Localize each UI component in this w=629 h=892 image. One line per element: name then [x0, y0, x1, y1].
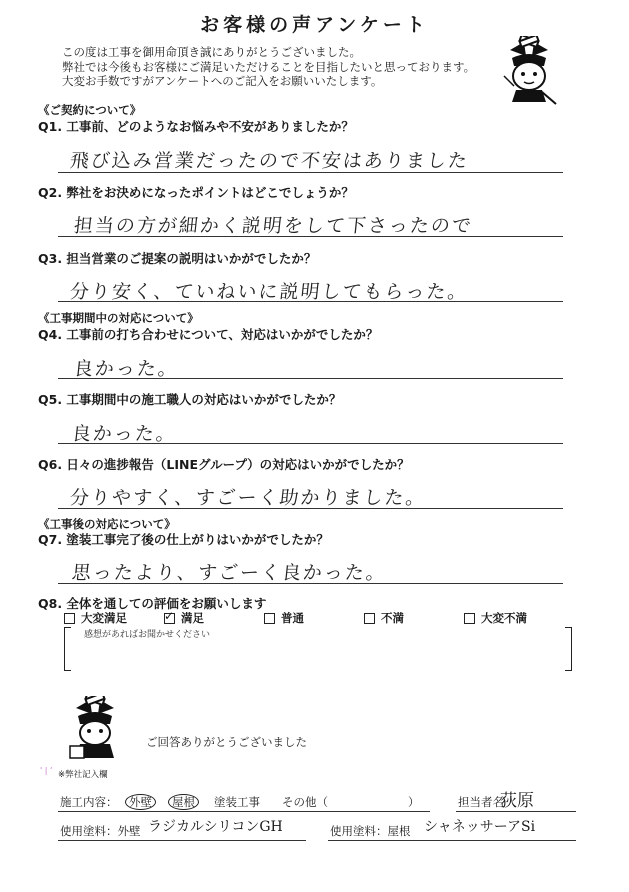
answer-line — [58, 583, 563, 584]
samurai-mascot-icon — [62, 696, 128, 760]
work-content-label: 施工内容： — [60, 795, 118, 809]
paint-wall-label: 使用塗料：外壁 — [60, 824, 141, 838]
question-8: Q8. 全体を通しての評価をお願いします — [38, 596, 267, 611]
option-label: 普通 — [281, 611, 304, 625]
work-paint: 塗装工事 — [214, 795, 260, 809]
paint-roof-value: シャネッサーアSi — [424, 819, 536, 835]
answer-line — [58, 172, 563, 173]
answer-6: 分りやすく、すごーく助かりました。 — [68, 487, 428, 509]
answer-line — [58, 508, 563, 509]
bracket-left — [64, 627, 71, 671]
option-label: 大変満足 — [81, 611, 127, 625]
underline — [58, 811, 430, 812]
work-other-close: ） — [408, 795, 420, 809]
intro-line: 弊社では今後もお客様にご満足いただけることを目指したいと思っております。 — [62, 59, 476, 74]
answer-3: 分り安く、ていねいに説明してもらった。 — [68, 281, 470, 303]
underline — [456, 811, 576, 812]
page-title: お客様の声アンケート — [200, 14, 429, 36]
rating-option-satisfied[interactable] — [164, 610, 204, 626]
work-other: その他（ — [282, 795, 328, 809]
section-period: 《工事期間中の対応について》 — [38, 311, 199, 325]
answer-line — [58, 378, 563, 379]
office-use-label: ※弊社記入欄 — [58, 770, 108, 780]
intro-text — [62, 45, 475, 89]
question-1: Q1. 工事前、どのようなお悩みや不安がありましたか？ — [38, 119, 354, 134]
answer-4: 良かった。 — [72, 358, 181, 380]
work-exterior: 外壁 — [125, 794, 156, 810]
question-5: Q5. 工事期間中の施工職人の対応はいかがでしたか？ — [38, 392, 342, 407]
answer-line — [58, 301, 563, 302]
question-3: Q3. 担当営業のご提案の説明はいかがでしたか？ — [38, 251, 317, 266]
answer-line — [58, 236, 563, 237]
checkbox[interactable] — [264, 613, 275, 624]
rating-option-very-satisfied[interactable] — [64, 610, 127, 626]
intro-line: この度は工事を御用命頂き誠にありがとうございました。 — [62, 45, 361, 59]
comment-field[interactable] — [64, 627, 572, 669]
answer-1: 飛び込み営業だったので不安はありました — [68, 150, 471, 172]
checkbox[interactable] — [64, 613, 75, 624]
checkbox-checked[interactable] — [164, 613, 175, 624]
question-6: Q6. 日々の進捗報告（LINEグループ）の対応はいかがでしたか？ — [38, 457, 410, 472]
comment-hint: 感想があればお聞かせください — [84, 630, 211, 640]
work-roof: 屋根 — [168, 794, 199, 810]
rating-option-normal[interactable] — [264, 610, 304, 626]
section-after: 《工事後の対応について》 — [38, 517, 176, 531]
rating-option-dissatisfied[interactable] — [364, 610, 404, 626]
bracket-right — [565, 627, 572, 671]
samurai-mascot-icon — [500, 36, 558, 106]
work-exterior-circled — [125, 794, 156, 810]
section-contract: 《ご契約について》 — [38, 103, 142, 117]
checkbox[interactable] — [464, 613, 475, 624]
option-label: 不満 — [381, 611, 404, 625]
staff-label: 担当者名 — [458, 795, 504, 809]
option-label: 満足 — [181, 611, 204, 625]
answer-line — [58, 443, 563, 444]
question-7: Q7. 塗装工事完了後の仕上がりはいかがでしたか？ — [38, 532, 329, 547]
thanks-message: ご回答ありがとうございました — [146, 735, 307, 749]
underline — [58, 840, 306, 841]
answer-7: 思ったより、すごーく良かった。 — [70, 562, 389, 584]
paint-roof-label: 使用塗料：屋根 — [330, 824, 411, 838]
answer-2: 担当の方が細かく説明をして下さったので — [72, 215, 475, 237]
answer-5: 良かった。 — [70, 423, 179, 445]
underline — [328, 840, 576, 841]
staff-name: 荻原 — [500, 791, 534, 811]
question-2: Q2. 弊社をお決めになったポイントはどこでしょうか？ — [38, 185, 354, 200]
checkbox[interactable] — [364, 613, 375, 624]
rating-option-very-dissatisfied[interactable] — [464, 610, 527, 626]
stray-marks: ' | ‘ — [40, 766, 53, 775]
paint-wall-value: ラジカルシリコンGH — [148, 819, 283, 835]
question-4: Q4. 工事前の打ち合わせについて、対応はいかがでしたか？ — [38, 327, 379, 342]
work-roof-circled — [168, 794, 199, 810]
option-label: 大変不満 — [481, 611, 527, 625]
intro-line: 大変お手数ですがアンケートへのご記入をお願いいたします。 — [62, 74, 383, 88]
